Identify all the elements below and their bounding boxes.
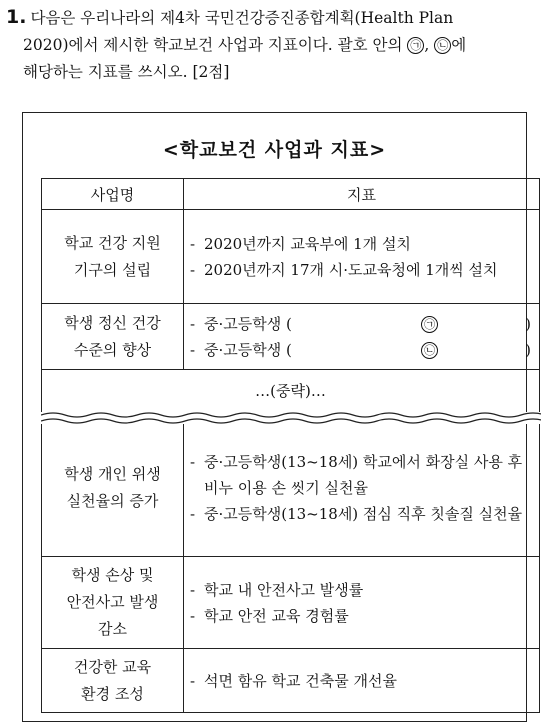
project-name-cell: 학생 개인 위생 실천율의 증가 bbox=[42, 419, 184, 557]
list-item: - 2020년까지 교육부에 1개 설치 bbox=[190, 234, 411, 253]
list-item: - 학교 안전 교육 경험률 bbox=[190, 606, 349, 625]
indicator-cell bbox=[184, 210, 540, 304]
data-box bbox=[22, 112, 531, 722]
blank-item-1: - 중·고등학생 ( ㉠ ) bbox=[190, 314, 531, 333]
project-indicator-table bbox=[41, 178, 540, 713]
table-row bbox=[42, 419, 540, 557]
question-line-3: 해당하는 지표를 쓰시오. [2점] bbox=[23, 63, 230, 81]
list-item: - 학교 내 안전사고 발생률 bbox=[190, 580, 364, 599]
indicator-cell bbox=[184, 304, 540, 370]
question-text bbox=[6, 4, 534, 86]
marker-circle-1: ㉠ bbox=[407, 37, 424, 54]
table-row bbox=[42, 304, 540, 370]
omitted-cell bbox=[42, 370, 540, 419]
project-name-cell: 건강한 교육 환경 조성 bbox=[42, 649, 184, 713]
blank-marker-1: ㉠ bbox=[421, 316, 438, 333]
indicator-cell bbox=[184, 649, 540, 713]
list-item: - 2020년까지 17개 시·도교육청에 1개씩 설치 bbox=[190, 260, 498, 279]
question-line-1: 1. 다음은 우리나라의 제4차 국민건강증진종합계획(Health Plan bbox=[6, 6, 454, 28]
blank-item-2: - 중·고등학생 ( ㉡ ) bbox=[190, 340, 531, 359]
table-header-row bbox=[42, 179, 540, 210]
project-name-cell: 학생 정신 건강 수준의 향상 bbox=[42, 304, 184, 370]
list-item: - 중·고등학생(13~18세) 학교에서 화장실 사용 후 비누 이용 손 씻기 실천율 bbox=[190, 452, 523, 497]
question-line-2: 2020)에서 제시한 학교보건 사업과 지표이다. 괄호 안의 ㉠ , ㉡ 에 bbox=[23, 36, 467, 54]
header-project-name: 사업명 bbox=[42, 179, 184, 210]
question-number: 1. bbox=[6, 6, 27, 28]
table-row bbox=[42, 557, 540, 649]
list-item: - 석면 함유 학교 건축물 개선율 bbox=[190, 671, 397, 690]
wave-break bbox=[41, 412, 541, 424]
indicator-cell bbox=[184, 557, 540, 649]
header-indicator: 지표 bbox=[184, 179, 540, 210]
table-row bbox=[42, 210, 540, 304]
list-item: - 중·고등학생(13~18세) 점심 직후 칫솔질 실천율 bbox=[190, 504, 523, 523]
project-name-cell: 학생 손상 및 안전사고 발생 감소 bbox=[42, 557, 184, 649]
omitted-text: …(중략)… bbox=[255, 382, 326, 400]
marker-circle-2: ㉡ bbox=[434, 37, 451, 54]
omitted-row bbox=[42, 370, 540, 419]
box-title: <학교보건 사업과 지표> bbox=[162, 139, 387, 161]
blank-marker-2: ㉡ bbox=[421, 342, 438, 359]
indicator-cell bbox=[184, 419, 540, 557]
project-name-cell: 학교 건강 지원 기구의 설립 bbox=[42, 210, 184, 304]
table-row bbox=[42, 649, 540, 713]
